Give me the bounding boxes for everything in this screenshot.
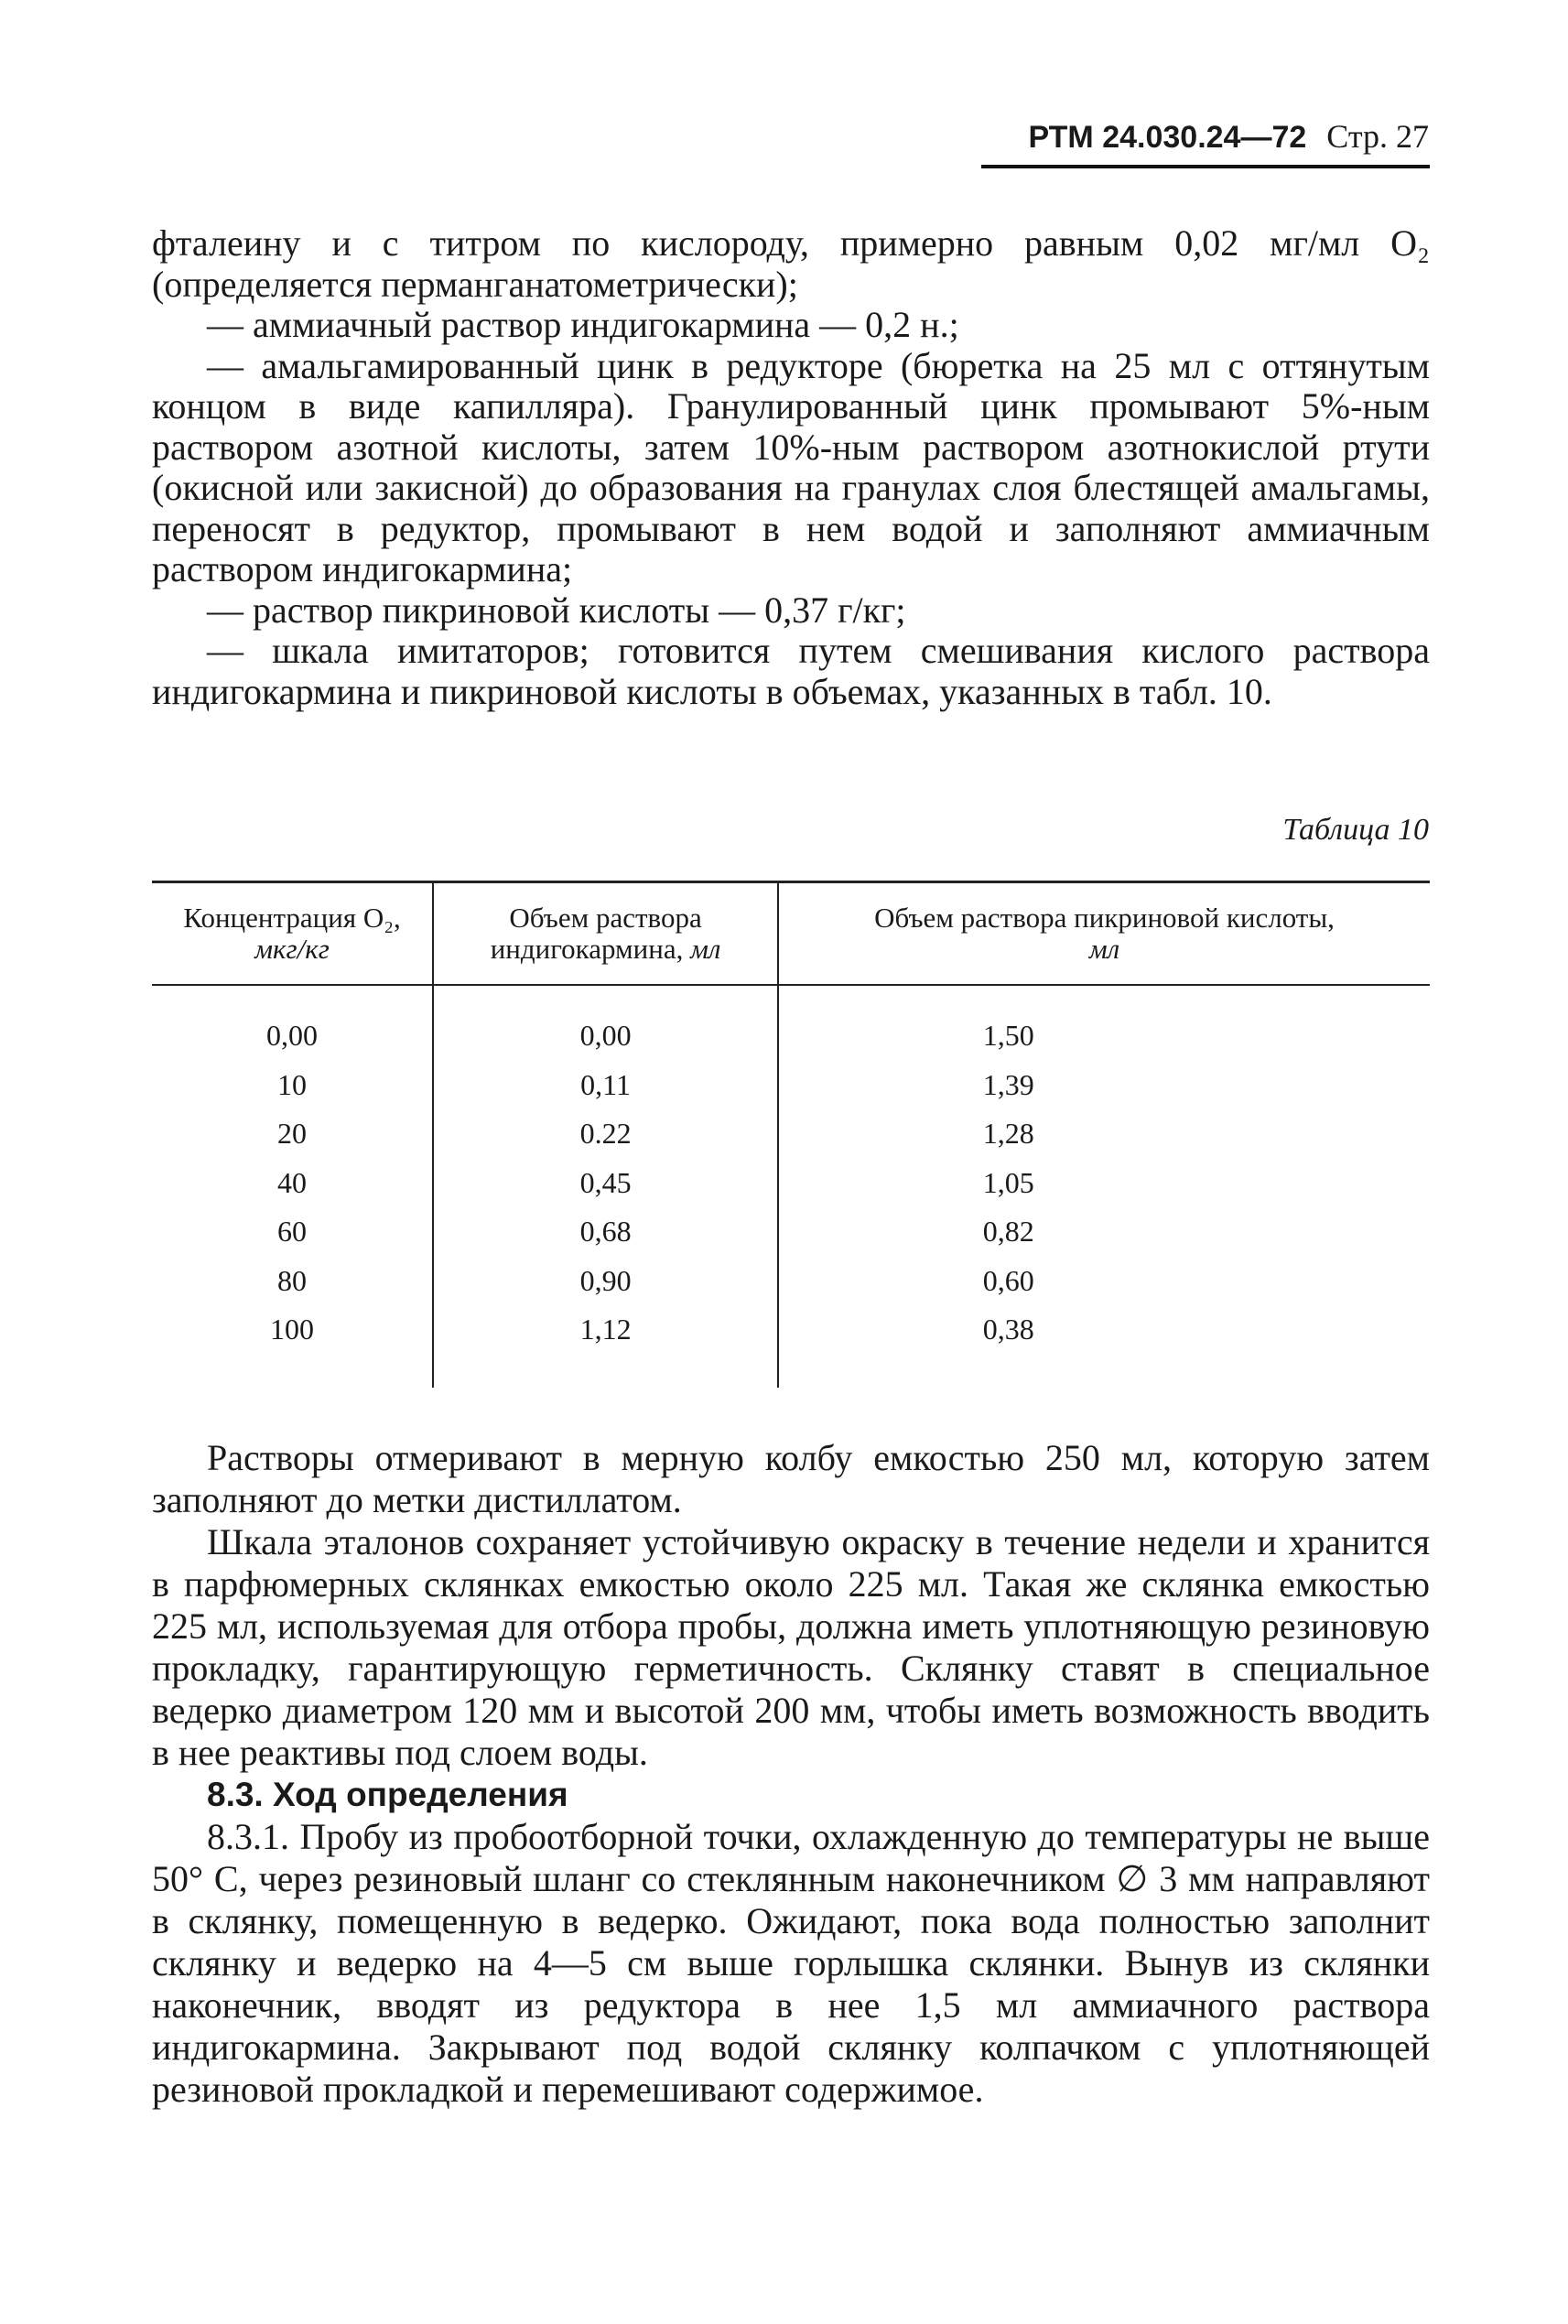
table-cell: 0,45 xyxy=(433,1159,778,1208)
table-cell: 20 xyxy=(277,1117,308,1150)
list-item: — аммиачный раствор индигокармина — 0,2 н.; xyxy=(207,304,959,345)
table-cell: 80 xyxy=(277,1263,308,1297)
document-code: РТМ 24.030.24—72 xyxy=(1028,120,1307,155)
table-cell: 0.22 xyxy=(433,1109,778,1159)
table-cell: 0,00 xyxy=(266,1019,319,1052)
table-cell: 0,68 xyxy=(433,1207,778,1257)
table-cell: 60 xyxy=(277,1215,308,1248)
table-row xyxy=(152,1109,1430,1159)
table-cell: 0,60 xyxy=(778,1257,1238,1306)
paragraph: Шкала эталонов сохраняет устойчивую окраску в течение недели и хранится в парфюмерных склянках емкостью около 225 мл. Такая же склянка емкостью 225 мл, используемая для отбора пробы, должна иметь уплотняющую резиновую прокладку, гарантирующую герметичность. Склянку ставят в специальное ведерко диаметром 120 мм и высотой 200 мм, чтобы иметь возможность вводить в нее реактивы под слоем воды. xyxy=(152,1521,1430,1773)
table-cell: 1,28 xyxy=(778,1109,1238,1159)
table-cell: 40 xyxy=(277,1165,308,1199)
header-rule xyxy=(981,165,1430,168)
unit-label: мл xyxy=(1088,933,1120,965)
table-caption: Таблица 10 xyxy=(1282,813,1429,847)
table-cell: 1,12 xyxy=(433,1305,778,1388)
table-cell: 1,50 xyxy=(778,985,1238,1061)
section-heading: 8.3. Ход определения xyxy=(207,1776,568,1813)
list-item: — шкала имитаторов; готовится путем смешивания кислого раствора индигокармина и пикриновой кислоты в объемах, указанных в табл. 10. xyxy=(152,630,1430,712)
table-row xyxy=(152,985,1430,1061)
list-item: — раствор пикриновой кислоты — 0,37 г/кг; xyxy=(207,589,906,631)
table-row xyxy=(152,1061,1430,1110)
table-cell: 1,39 xyxy=(778,1061,1238,1110)
table-cell: 0,82 xyxy=(778,1207,1238,1257)
table-row xyxy=(152,1305,1430,1388)
column-header-picric-acid: Объем раствора пикриновой кислоты, мл xyxy=(778,883,1430,985)
table-cell: 0,90 xyxy=(433,1257,778,1306)
paragraph: фталеину и с титром по кислороду, примерно равным 0,02 мг/мл O₂ (определяется перманганатометрически); xyxy=(152,222,1430,305)
table-cell: 0,38 xyxy=(778,1305,1238,1388)
page-number: Стр. 27 xyxy=(1326,118,1429,155)
paragraph: 8.3.1. Пробу из пробоотборной точки, охлажденную до температуры не выше 50° С, через резиновый шланг со стеклянным наконечником ∅ 3 мм направляют в склянку, помещенную в ведерко. Ожидают, пока вода полностью заполнит склянку и ведерко на 4—5 см выше горлышка склянки. Вынув из склянки наконечник, вводят из редуктора в нее 1,5 мл аммиачного раствора индигокармина. Закрывают под водой склянку колпачком с уплотняющей резиновой прокладкой и перемешивают содержимое. xyxy=(152,1816,1430,2110)
table-row xyxy=(152,1159,1430,1208)
unit-label: мл xyxy=(690,933,721,965)
table-header-row xyxy=(152,883,1430,985)
table-cell: 0,11 xyxy=(433,1061,778,1110)
table-cell: 10 xyxy=(277,1067,308,1101)
table-row xyxy=(152,1207,1430,1257)
table-cell: 0,00 xyxy=(433,985,778,1061)
column-header-concentration: Концентрация O₂, мкг/кг xyxy=(152,883,433,985)
table-cell: 1,05 xyxy=(778,1159,1238,1208)
table-cell: 100 xyxy=(270,1313,315,1346)
unit-label: мкг/кг xyxy=(254,933,330,965)
list-item: — амальгамированный цинк в редукторе (бюретка на 25 мл с оттянутым концом в виде капилляра). Гранулированный цинк промывают 5%-ным раствором азотной кислоты, затем 10%-ным раствором азотнокислой ртути (окисной или закисной) до образования на гранулах слоя блестящей амальгамы, переносят в редуктор, промывают в нем водой и заполняют аммиачным раствором индигокармина; xyxy=(152,344,1430,589)
data-table xyxy=(152,881,1430,1388)
body-text-top xyxy=(152,223,1430,712)
page-header xyxy=(1028,117,1429,156)
table-row xyxy=(152,1257,1430,1306)
paragraph: Растворы отмеривают в мерную колбу емкостью 250 мл, которую затем заполняют до метки дистиллатом. xyxy=(152,1437,1430,1520)
column-header-indigocarmine: Объем раствора индигокармина, мл xyxy=(433,883,778,985)
body-text-bottom xyxy=(152,1437,1430,2111)
